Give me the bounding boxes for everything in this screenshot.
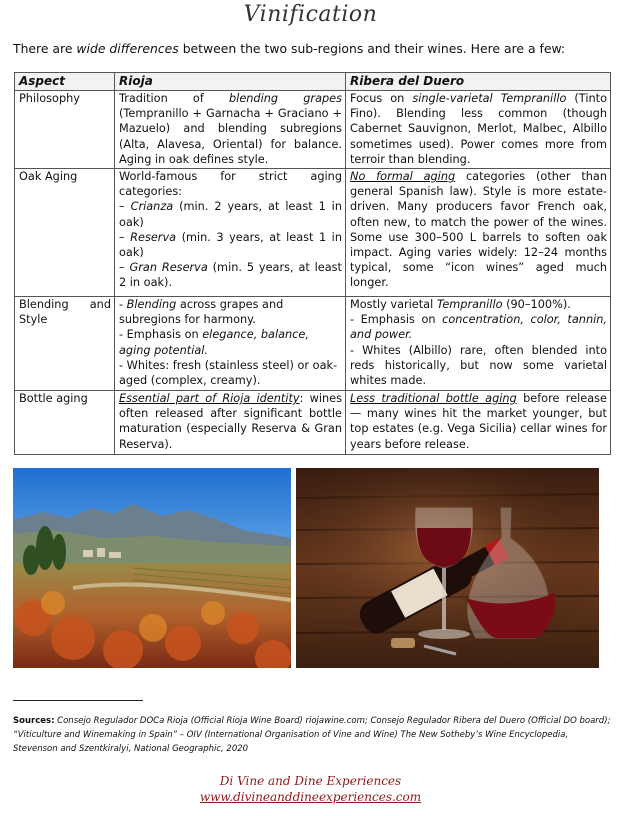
- vineyard-landscape-image: [13, 468, 291, 668]
- emphasis-text: Gran Reserva: [129, 261, 208, 275]
- intro-text-end: between the two sub-regions and their wines. Here are a few:: [178, 41, 566, 56]
- cell-text: across grapes and subregions for harmony.: [119, 298, 284, 327]
- cell-line: [350, 297, 607, 312]
- website-link[interactable]: www.divineanddineexperiences.com: [199, 790, 422, 804]
- intro-emphasis: wide differences: [76, 41, 179, 56]
- cell-text: - Emphasis on: [119, 328, 203, 342]
- emphasis-text: Essential part of Rioja identity: [119, 392, 300, 406]
- cell-text: –: [119, 261, 130, 275]
- intro-paragraph: [13, 41, 613, 56]
- cell-text: –: [119, 200, 131, 214]
- cell-ribera: [346, 91, 611, 169]
- sources-label: Sources:: [13, 716, 55, 726]
- cell-rioja: [115, 91, 346, 169]
- sources-note: [13, 714, 611, 756]
- table-row: [15, 91, 611, 169]
- cell-text: (min. 3 years, at least 1 in oak): [119, 230, 342, 260]
- table-row: [15, 297, 611, 391]
- cell-rioja: [115, 169, 346, 297]
- sources-text: Consejo Regulador DOCa Rioja (Official Rioja Wine Board) riojawine.com; Consejo Regulador Ribera del Duero (Official DO board); “Viticulture and Winemaking in Spain” – OIV (International Organisation of Vine and Wine) The New Sotheby’s Wine Encyclopedia, Stevenson and Szentkiralyi, National Geographic, 2020: [13, 716, 611, 754]
- red-wine-decanter-image: [296, 468, 599, 668]
- cell-text: categories (other than general Spanish law). Style is more estate-driven. Many producers favor French oak, often new, to match the power of the wines. Some use 300–500 L barrels to soften oak impact. Aging varies widely: 12–24 months typical, some “icon wines” aged much longer.: [350, 170, 607, 290]
- cell-ribera: [346, 391, 611, 455]
- cell-text: (Tinto Fino). Blending less common (though Cabernet Sauvignon, Merlot, Malbec, Albillo sometimes used). Power comes more from terroir than blending.: [350, 92, 607, 166]
- emphasis-text: Reserva: [130, 230, 177, 244]
- emphasis-text: single-varietal Tempranillo: [412, 92, 567, 105]
- emphasis-text: Less traditional bottle aging: [350, 392, 517, 406]
- cell-text: before release — many wines hit the market younger, but top estates (e.g. Vega Sicilia) cellar wines for years before release.: [350, 392, 608, 451]
- page-title: Vinification: [243, 2, 378, 27]
- table-row: [15, 391, 611, 455]
- cell-ribera: [346, 297, 611, 391]
- cell-text: (min. 5 years, at least 2 in oak).: [119, 261, 342, 290]
- cell-aspect: Oak Aging: [15, 169, 115, 297]
- company-name: Di Vine and Dine Experiences: [219, 774, 402, 788]
- cell-text: (Tempranillo + Garnacha + Graciano + Mazuelo) and blending subregions (Alta, Alavesa, Oriental) for balance. Aging in oak defines style.: [119, 107, 342, 166]
- cell-line: [119, 199, 342, 229]
- cell-line: [119, 169, 342, 199]
- header-aspect: Aspect: [15, 73, 115, 91]
- table-row: [15, 169, 611, 297]
- cell-rioja: [115, 391, 346, 455]
- cell-text: Tradition of: [119, 92, 230, 105]
- cell-text: : wines often released after significant bottle maturation (especially Reserva & Gran Reserva).: [119, 392, 342, 451]
- table-header-row: [15, 73, 611, 91]
- cell-text: Focus on: [350, 92, 413, 105]
- cell-line: [119, 230, 342, 260]
- cell-text: World-famous for strict aging categories:: [119, 170, 342, 199]
- emphasis-text: blending grapes: [229, 92, 342, 105]
- header-ribera: Ribera del Duero: [346, 73, 611, 91]
- emphasis-text: Crianza: [130, 200, 174, 214]
- emphasis-text: concentration, color, tannin, and power.: [350, 313, 607, 342]
- emphasis-text: No formal aging: [350, 170, 456, 184]
- header-rioja: Rioja: [115, 73, 346, 91]
- cell-line: [119, 260, 342, 290]
- cell-ribera: [346, 169, 611, 297]
- emphasis-text: Blending: [126, 298, 177, 312]
- cell-line: [119, 297, 342, 327]
- cell-line: [119, 327, 342, 357]
- cell-line: [119, 358, 342, 388]
- comparison-table: [14, 72, 611, 455]
- cell-text: -: [119, 298, 127, 312]
- emphasis-text: elegance, balance, aging potential.: [119, 328, 309, 357]
- cell-text: –: [119, 230, 131, 244]
- cell-text: (90–100%).: [502, 298, 571, 312]
- cell-aspect: Bottle aging: [15, 391, 115, 455]
- cell-text: Mostly varietal: [350, 298, 437, 312]
- cell-aspect: Philosophy: [15, 91, 115, 169]
- cell-text: - Emphasis on: [350, 313, 443, 327]
- cell-line: [350, 312, 607, 342]
- cell-text: (min. 2 years, at least 1 in oak): [119, 200, 342, 229]
- cell-line: [350, 343, 607, 389]
- cell-text: - Whites (Albillo) rare, often blended into reds historically, but now some varietal whites made.: [350, 343, 607, 388]
- cell-aspect: Blending and Style: [15, 297, 115, 391]
- intro-text-start: There are: [13, 41, 77, 56]
- cell-rioja: [115, 297, 346, 391]
- footnote-divider: [13, 700, 143, 701]
- emphasis-text: Tempranillo: [436, 298, 503, 312]
- cell-text: - Whites: fresh (stainless steel) or oak-aged (complex, creamy).: [119, 358, 338, 388]
